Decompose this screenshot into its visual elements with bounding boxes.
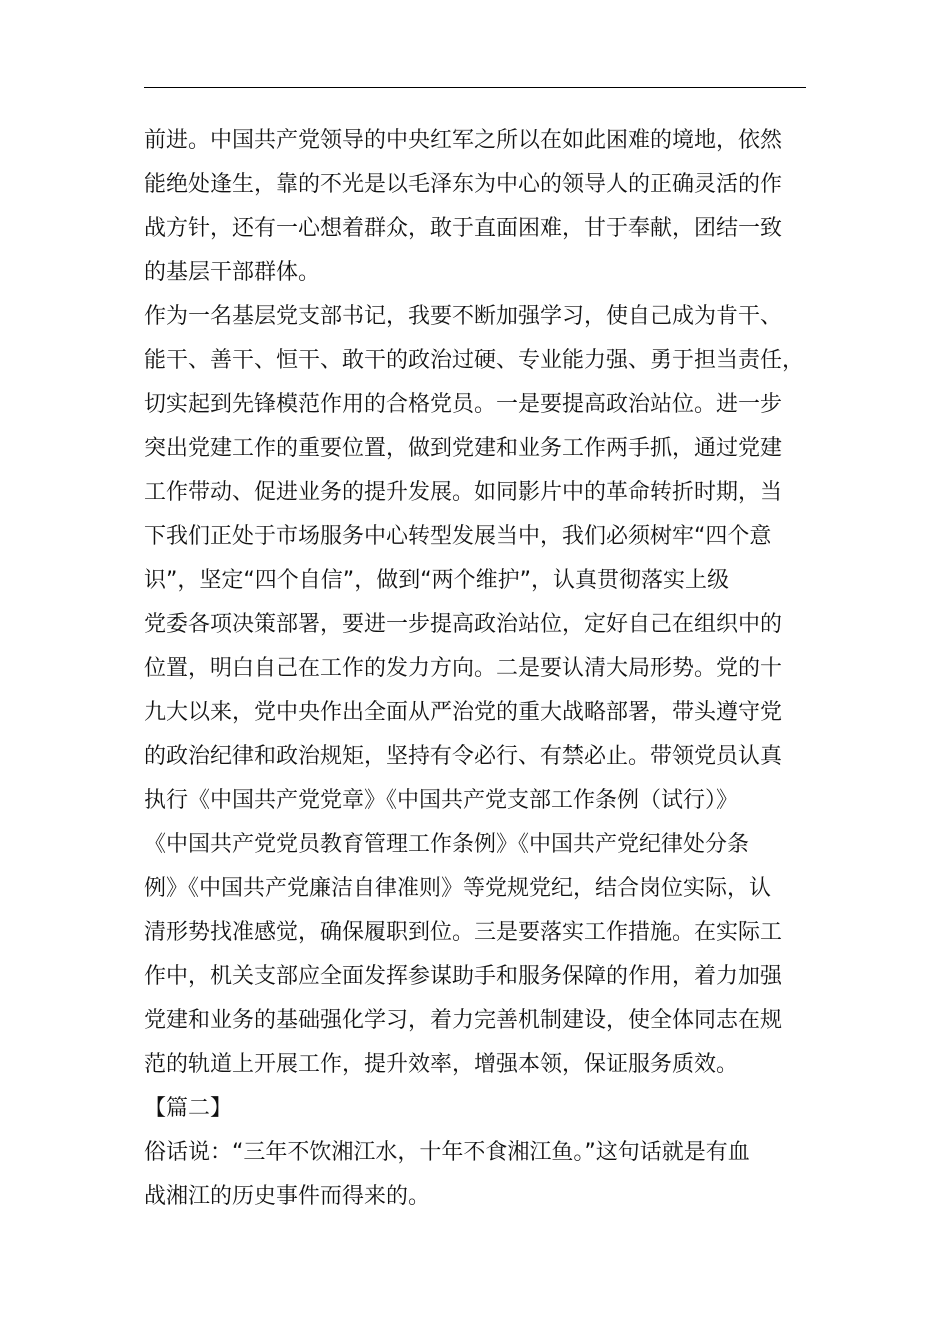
text-line: 突出党建工作的重要位置，做到党建和业务工作两手抓，通过党建 — [144, 436, 783, 461]
body-text — [144, 119, 814, 1219]
text-line: 的政治纪律和政治规矩，坚持有令必行、有禁必止。带领党员认真 — [144, 744, 783, 769]
text-line: 战方针，还有一心想着群众，敢于直面困难，甘于奉献，团结一致 — [144, 216, 783, 241]
text-line: 切实起到先锋模范作用的合格党员。一是要提高政治站位。进一步 — [144, 392, 783, 417]
text-line: 作为一名基层党支部书记，我要不断加强学习，使自己成为肯干、 — [144, 304, 783, 329]
text-line: 战湘江的历史事件而得来的。 — [144, 1184, 431, 1209]
text-line: 俗话说：“三年不饮湘江水，十年不食湘江鱼。”这句话就是有血 — [144, 1140, 750, 1165]
text-line: 能绝处逢生，靠的不光是以毛泽东为中心的领导人的正确灵活的作 — [144, 172, 783, 197]
text-line: 的基层干部群体。 — [144, 260, 321, 285]
text-line: 范的轨道上开展工作，提升效率，增强本领，保证服务质效。 — [144, 1052, 739, 1077]
text-line: 工作带动、促进业务的提升发展。如同影片中的革命转折时期，当 — [144, 480, 783, 505]
section-heading: 【篇二】 — [144, 1096, 233, 1121]
text-line: 例》《中国共产党廉洁自律准则》等党规党纪，结合岗位实际，认 — [144, 876, 772, 901]
text-line: 党建和业务的基础强化学习，着力完善机制建设，使全体同志在规 — [144, 1008, 783, 1033]
text-line: 党委各项决策部署，要进一步提高政治站位，定好自己在组织中的 — [144, 612, 783, 637]
text-line: 清形势找准感觉，确保履职到位。三是要落实工作措施。在实际工 — [144, 920, 783, 945]
text-line: 识”，坚定“四个自信”，做到“两个维护”，认真贯彻落实上级 — [144, 568, 729, 593]
text-line: 《中国共产党党员教育管理工作条例》《中国共产党纪律处分条 — [144, 832, 750, 857]
text-line: 作中，机关支部应全面发挥参谋助手和服务保障的作用，着力加强 — [144, 964, 783, 989]
text-line: 执行《中国共产党党章》《中国共产党支部工作条例（试行）》 — [144, 788, 739, 813]
text-line: 位置，明白自己在工作的发力方向。二是要认清大局形势。党的十 — [144, 656, 783, 681]
text-line: 前进。中国共产党领导的中央红军之所以在如此困难的境地，依然 — [144, 128, 783, 153]
text-line: 九大以来，党中央作出全面从严治党的重大战略部署，带头遵守党 — [144, 700, 783, 725]
text-line: 能干、善干、恒干、敢干的政治过硬、专业能力强、勇于担当责任， — [144, 348, 805, 373]
header-rule — [144, 87, 806, 88]
text-line: 下我们正处于市场服务中心转型发展当中，我们必须树牢“四个意 — [144, 524, 772, 549]
